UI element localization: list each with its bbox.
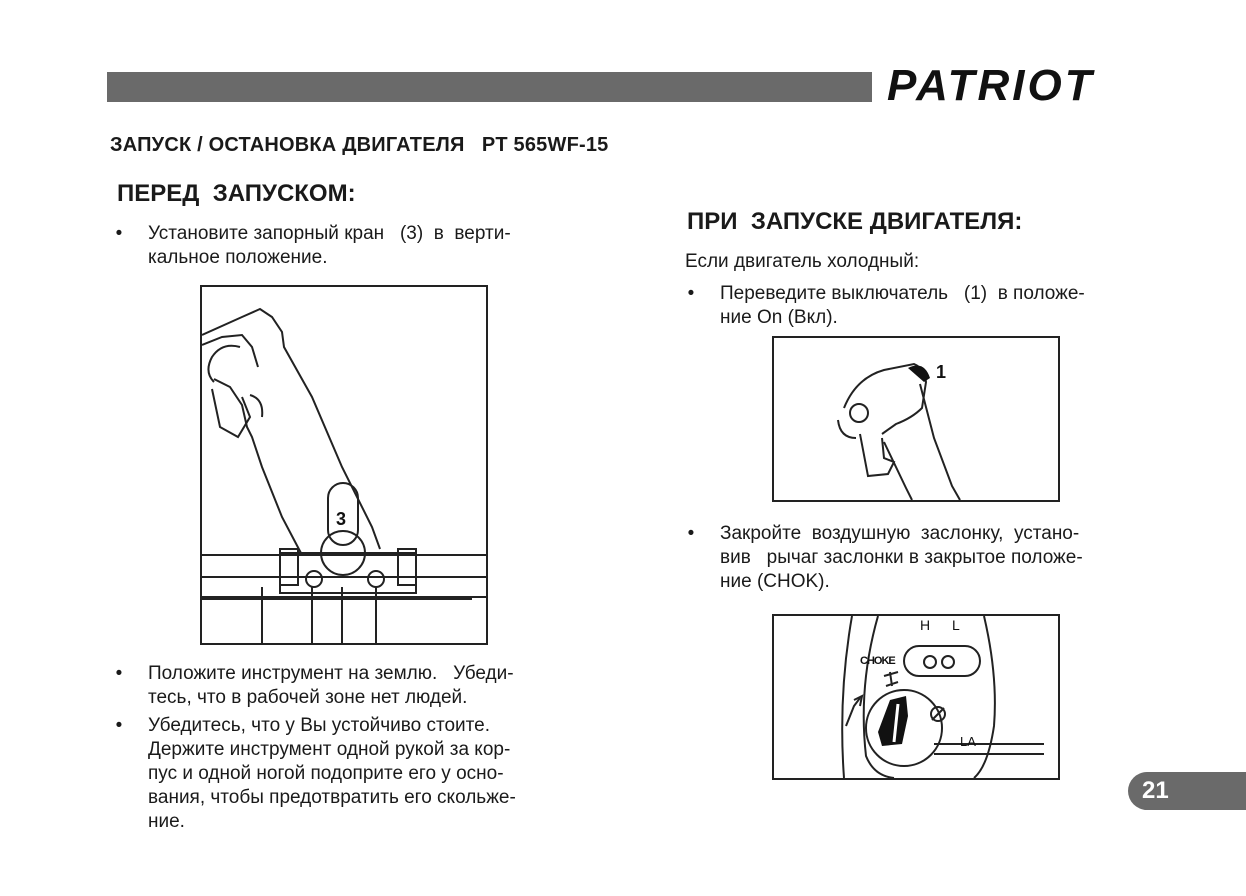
left-bullet-3: [148, 714, 578, 834]
choke-drawing: [774, 616, 1058, 778]
figure-label-1: 1: [936, 362, 947, 382]
right-bullet-2: [720, 522, 1142, 594]
bullet-marker: •: [687, 523, 695, 544]
fuel-tap-drawing: [202, 287, 486, 643]
left-heading: ПЕРЕД ЗАПУСКОМ:: [117, 180, 356, 207]
text-line: Убедитесь, что у Вы устойчиво стоите.: [148, 715, 490, 736]
left-bullet-2: [148, 662, 576, 710]
fuel-tap-figure: [200, 285, 488, 645]
bullet-marker: •: [687, 283, 695, 304]
text-line: вания, чтобы предотвратить его скольже-: [148, 787, 516, 808]
text-line: тесь, что в рабочей зоне нет людей.: [148, 687, 468, 708]
text-line: кальное положение.: [148, 247, 328, 268]
left-bullet-1: [148, 222, 576, 270]
text-line: ние (CHOK).: [720, 571, 830, 592]
right-heading: ПРИ ЗАПУСКЕ ДВИГАТЕЛЯ:: [687, 208, 1023, 235]
text-line: ние.: [148, 811, 185, 832]
text-line: пус и одной ногой подоприте его у осно-: [148, 763, 504, 784]
text-line: вив рычаг заслонки в закрытое положе-: [720, 547, 1083, 568]
figure-label-3: 3: [336, 509, 347, 529]
switch-drawing: [774, 338, 1058, 500]
right-bullet-1: [720, 282, 1142, 330]
text-line: Закройте воздушную заслонку, устано-: [720, 523, 1080, 544]
brand-logo: PATRIOT: [887, 61, 1095, 110]
right-intro: Если двигатель холодный:: [685, 251, 920, 272]
text-line: Держите инструмент одной рукой за кор-: [148, 739, 511, 760]
page-number: 21: [1142, 777, 1169, 804]
text-line: Переведите выключатель (1) в положе-: [720, 283, 1085, 304]
bullet-marker: •: [115, 715, 123, 736]
switch-figure: [772, 336, 1060, 502]
choke-label: CHOKE: [860, 655, 895, 667]
text-line: ние On (Вкл).: [720, 307, 838, 328]
choke-figure: [772, 614, 1060, 780]
section-title: ЗАПУСК / ОСТАНОВКА ДВИГАТЕЛЯ PT 565WF-15: [110, 134, 609, 156]
bullet-marker: •: [115, 223, 123, 244]
lever-l-label: L: [952, 617, 960, 633]
header-bar: [107, 72, 872, 102]
bullet-marker: •: [115, 663, 123, 684]
text-line: Установите запорный кран (3) в верти-: [148, 223, 511, 244]
text-line: Положите инструмент на землю. Убеди-: [148, 663, 514, 684]
lever-h-label: H: [920, 617, 931, 633]
la-label: LA: [960, 734, 976, 749]
